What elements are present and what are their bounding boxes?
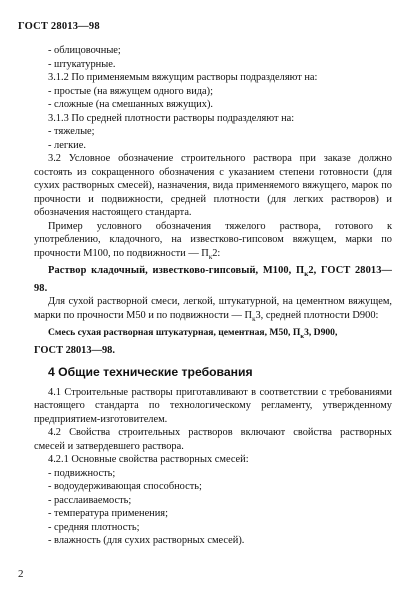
example-2-text: Для сухой растворной смеси, легкой, штукатурной, на цементном вяжущем, марки по прочности М50 и по подвижности — П — [34, 296, 392, 321]
list-item: - простые (на вяжущем одного вида); — [48, 85, 213, 97]
example-1-text: Пример условного обозначения тяжелого раствора, готового к употреблению, кладочного, на известково-гипсовом вяжущем, марки по прочности М100, по подвижности — П — [34, 220, 392, 259]
list-item: - водоудерживающая способность; — [48, 481, 202, 493]
list-item: - подвижность; — [48, 467, 116, 479]
designation-2-line2: ГОСТ 28013—98. — [34, 344, 115, 356]
designation-2-end: 3, D900, — [304, 327, 338, 339]
clause-4-2: 4.2 Свойства строительных растворов включают свойства растворных смесей и затвердевшего раствора. — [34, 427, 392, 452]
example-2-intro — [34, 295, 392, 326]
list-item: - облицовочные; — [48, 45, 121, 56]
subscript-k: к — [300, 333, 305, 341]
list-item: - тяжелые; — [48, 126, 95, 137]
list-item: - расслаиваемость; — [48, 494, 132, 506]
subscript-k: к — [304, 270, 309, 279]
list-item: - легкие. — [48, 139, 86, 151]
designation-2-main: Смесь сухая растворная штукатурная, цементная, М50, П — [48, 327, 301, 339]
example-1-intro — [34, 220, 392, 265]
list-item: - средняя плотность; — [48, 521, 140, 533]
clause-3-1-3: 3.1.3 По средней плотности растворы подразделяют на: — [48, 112, 295, 124]
example-1-designation — [34, 264, 392, 295]
example-2-designation — [34, 326, 392, 343]
page-number: 2 — [18, 568, 24, 580]
document-header: ГОСТ 28013—98 — [18, 21, 100, 32]
list-item: - температура применения; — [48, 508, 168, 520]
clause-3-1-2: 3.1.2 По применяемым вяжущим растворы подразделяют на: — [48, 72, 318, 83]
list-item: - штукатурные. — [48, 58, 116, 70]
clause-4-2-1: 4.2.1 Основные свойства растворных смесей: — [48, 454, 249, 466]
list-item: - влажность (для сухих растворных смесей). — [48, 535, 245, 547]
designation-1-main: Раствор кладочный, известково-гипсовый, М100, П — [48, 265, 305, 277]
clause-3-2: 3.2 Условное обозначение строительного раствора при заказе должно состоять из сокращенного обозначения с указанием степени готовности (для сухих растворных смесей), назначения, вида применяемого вяжущего, марок по прочности и подвижности, средней плотности (для легких растворов) и обозначения настоящего стандарта. — [34, 153, 392, 218]
clause-4-1: 4.1 Строительные растворы приготавливают в соответствии с требованиями настоящего стандарта по технологическому регламенту, утвержденному предприятием-изготовителем. — [34, 386, 392, 425]
example-2-mid: 3, средней плотности D900: — [255, 309, 379, 321]
subscript-k: к — [252, 314, 256, 323]
example-1-end: 2: — [212, 247, 221, 259]
section-title: 4 Общие технические требования — [48, 365, 253, 380]
designation-1-end: 2, ГОСТ 28013—98. — [34, 265, 392, 294]
list-item: - сложные (на смешанных вяжущих). — [48, 99, 213, 110]
document-body — [34, 44, 392, 548]
subscript-k: к — [208, 252, 213, 261]
